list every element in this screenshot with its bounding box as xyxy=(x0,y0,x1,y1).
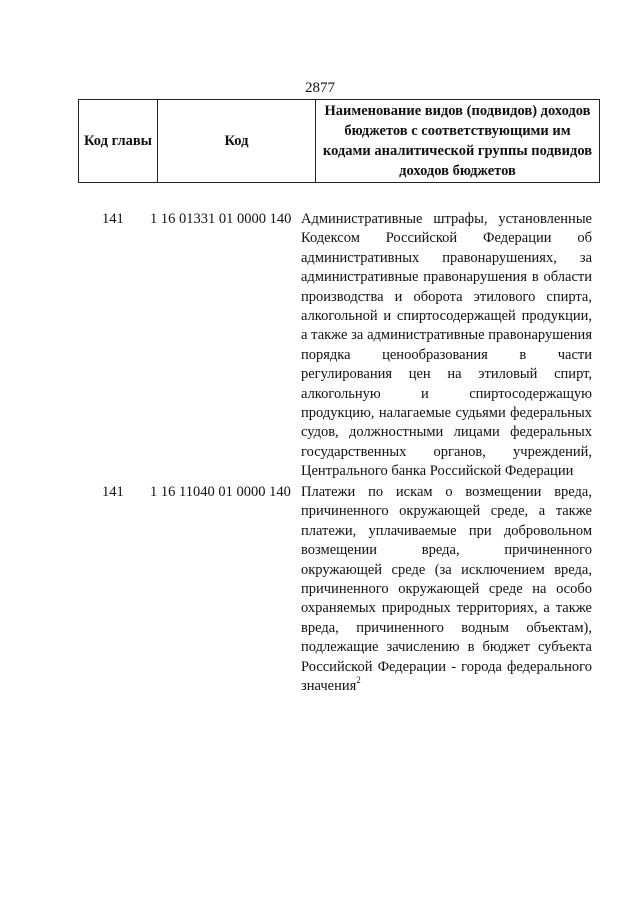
row-income-name xyxy=(301,483,592,696)
page-number: 2877 xyxy=(305,80,335,96)
row-income-name-text: Платежи по искам о возмещении вреда, причиненного окружающей среде, а также платежи, уплачиваемые при добровольном возмещении вреда, причиненного окружающей среде (за исключением вреда, причиненного окружающей среде на особо охраняемых природных территориях, а также вреда, причиненного водным объектам), подлежащие зачислению в бюджет субъекта Российской Федерации - города федерального значения xyxy=(301,484,592,695)
header-code: Код xyxy=(158,100,316,183)
row-budget-code: 1 16 11040 01 0000 140 xyxy=(150,484,291,500)
header-income-name: Наименование видов (подвидов) доходов бюджетов с соответствующими им кодами аналитической группы подвидов доходов бюджетов xyxy=(316,100,600,183)
header-chapter-code: Код главы xyxy=(79,100,158,183)
row-income-name: Административные штрафы, установленные Кодексом Российской Федерации об административных правонарушениях, за административные правонарушения в области производства и оборота этилового спирта, алкогольной и спиртосодержащей продукции, а также за административные правонарушения порядка ценообразования в части регулирования цен на этиловый спирт, алкогольную и спиртосодержащую продукцию, налагаемые судьями федеральных судов, должностными лицами федеральных государственных органов, учреждений, Центрального банка Российской Федерации xyxy=(301,211,592,480)
row-chapter-code: 141 xyxy=(102,484,124,500)
row-chapter-code: 141 xyxy=(102,211,124,227)
row-budget-code: 1 16 01331 01 0000 140 xyxy=(150,211,292,227)
table-header xyxy=(78,99,600,183)
footnote-mark: 2 xyxy=(356,675,361,686)
